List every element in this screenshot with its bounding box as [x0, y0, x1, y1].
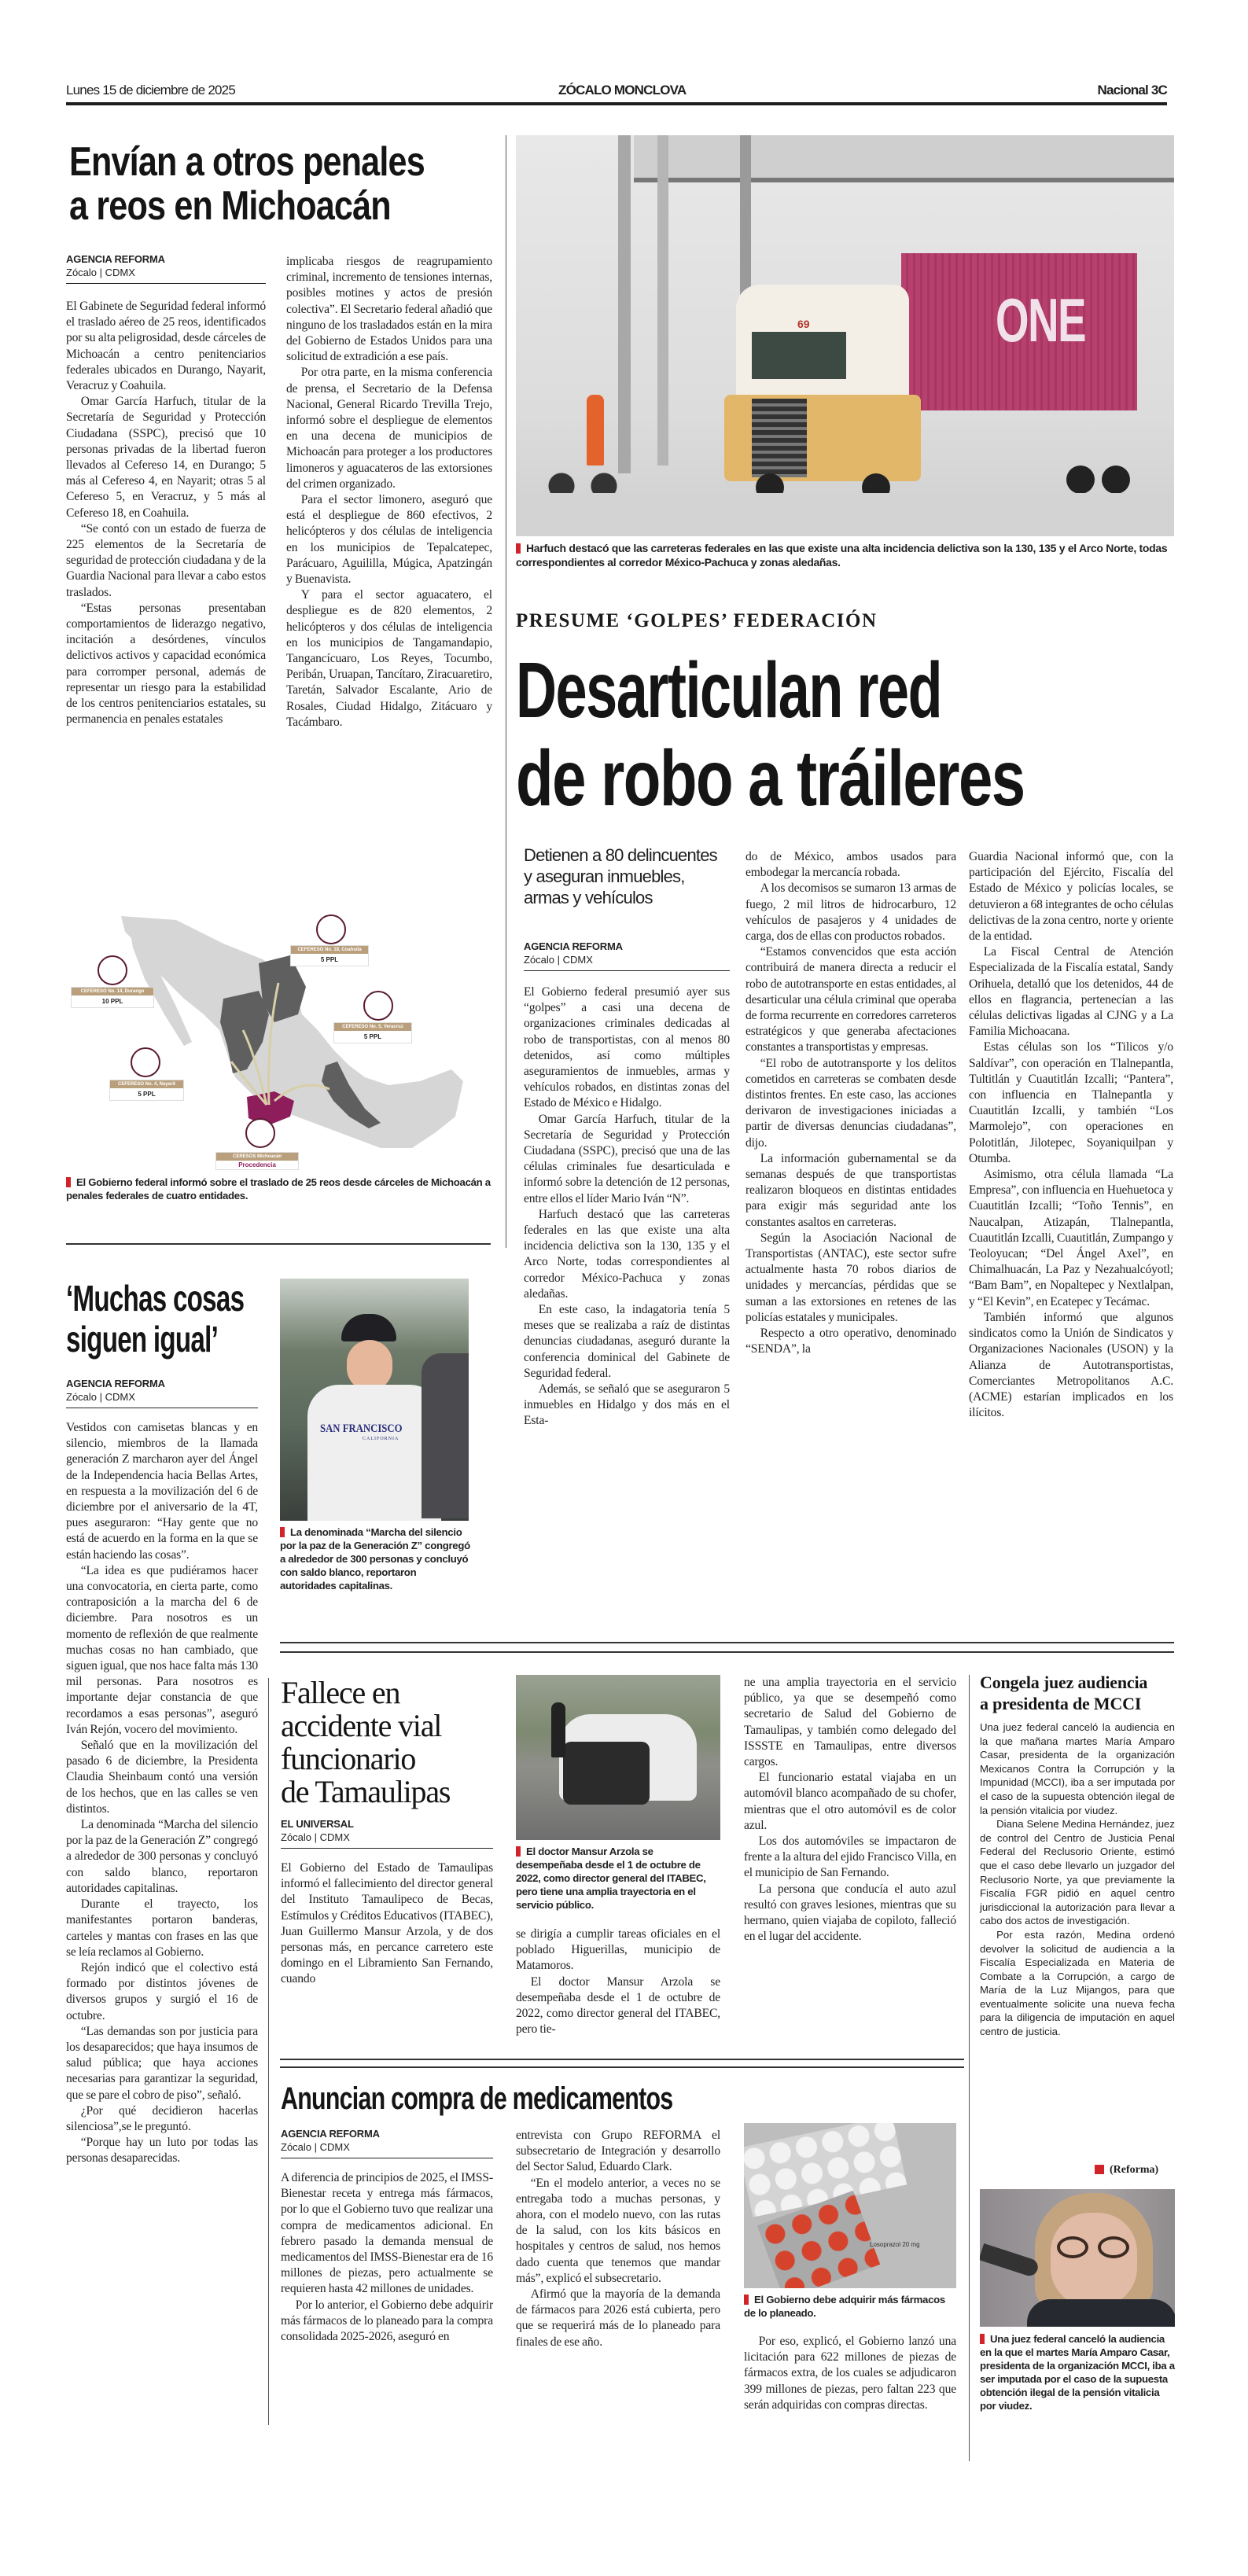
penales-col2: [286, 254, 492, 730]
muchas-place: Zócalo | CDMX: [66, 1391, 135, 1403]
section-divider: [280, 1651, 1174, 1653]
map-label-count: 5 PPL: [320, 956, 339, 963]
penales-place: Zócalo | CDMX: [66, 267, 135, 278]
photo-road: [516, 493, 1174, 536]
photo-microphone: [980, 2243, 1040, 2278]
pills-photo: [744, 2123, 956, 2288]
photo-truck-grille: [752, 399, 807, 477]
section-divider: [66, 1243, 491, 1245]
photo-face: [1051, 2213, 1137, 2307]
photo-pole: [657, 135, 668, 466]
map-label-veracruz: [333, 1022, 412, 1043]
column-divider: [969, 1675, 970, 2461]
fallece-headline-line1: Fallece en: [281, 1675, 400, 1710]
paragraph: entrevista con Grupo REFORMA el subsecretario de Integración y desarrollo del Sector Salud, Eduardo Clark.: [516, 2129, 720, 2174]
map-label-michoacan: [215, 1152, 299, 1170]
photo-officer: [587, 395, 604, 466]
paragraph: El Gobierno federal presumió ayer sus “golpes” a casi una decena de organizaciones criminales dedicadas al robo de transportistas, con al menos 80 detenidos, así como múltiples aseguramientos de inmuebles, armas y vehículos robados, en distintas zonas del Estado de México e Hidalgo.: [524, 985, 730, 1110]
paragraph: Una juez federal canceló la audiencia en la que mañana martes María Amparo Casar, presidenta de la organización Mexicanos Contra la Corrupción y la Impunidad (MCCI), iba a ser imputada por el caso de la supuesta obtención ilegal de la pensión vitalicia por viudez.: [980, 1721, 1175, 1816]
traileres-kicker: PRESUME ‘GOLPES’ FEDERACIÓN: [516, 610, 878, 631]
paragraph: Por lo anterior, el Gobierno debe adquirir más fármacos de lo planeado para la compra consolidada 2025-2026, aseguró en: [281, 2298, 493, 2344]
fallece-headline-line2: accidente vial: [281, 1708, 442, 1743]
paragraph: Por otra parte, en la misma conferencia de prensa, el Secretario de la Defensa Nacional, General Ricardo Trevilla Trejo, informó sobre el despliegue de elementos en una decena de municipios de Michoacán para proteger a los productores limoneros y aguacateros de las extorsiones del crimen organizado.: [286, 366, 492, 491]
masthead-rule: [66, 102, 1167, 105]
penales-headline-line2: a reos en Michoacán: [69, 183, 391, 229]
truck-photo: [516, 135, 1174, 536]
paragraph: “Las demandas son por justicia para los desaparecidos; que haya insumos de salud pública; que haya acciones necesarias para garantizar la seguridad, que se pare el cobro de piso”, señaló.: [66, 2024, 258, 2102]
photo-wheel: [1066, 466, 1095, 494]
medicamentos-headline-text: Anuncian compra de medicamentos: [281, 2081, 673, 2116]
photo-person-cap: [341, 1314, 396, 1341]
traileres-photo-caption-text: Harfuch destacó que las carreteras federales en las que existe una alta incidencia delictiva son la 130, 135 y el Arco Norte, todas correspondientes al corredor México-Pachuca y zonas aledañas.: [516, 542, 1168, 569]
map-label-name: CEFERESO No. 14, Durango: [72, 988, 153, 995]
paragraph: A diferencia de principios de 2025, el IMSS-Bienestar receta y entrega más fármacos, por lo que el Gobierno tuvo que realizar una compra de medicamentos adicional. En febrero pasado la demanda mensual de medicamentos del IMSS-Bienestar era de 16 millones de piezas, pero actualmente se requieren hasta 42 millones de unidades.: [281, 2171, 493, 2296]
caption-marker: [280, 1527, 285, 1537]
paragraph: Omar García Harfuch, titular de la Secretaría de Seguridad y Protección Ciudadana (SSPC), precisó que una de las células criminales fue desarticulada e informó sobre la detención de 12 personas, entre ellos el líder Mario Iván “N”.: [524, 1112, 730, 1205]
crash-photo: [516, 1675, 720, 1840]
section-divider: [280, 1642, 1174, 1643]
march-photo: [280, 1279, 469, 1521]
penales-caption: [66, 1176, 491, 1202]
photo-glasses: [1098, 2236, 1129, 2258]
paragraph: Y para el sector aguacatero, el despliegue es de 820 elementos, 2 helicópteros y dos células de inteligencia en los municipios de Tangamandapio, Tangancícuaro, Los Reyes, Tocumbo, Peribán, Uruapan, Tancítaro, Ziracuaretiro, Taretán, Salvador Escalante, Ario de Rosales, Ciudad Hidalgo, Zitácuaro y Tacámbaro.: [286, 588, 492, 729]
map-label-count: 10 PPL: [101, 998, 123, 1005]
traileres-col3: [969, 849, 1173, 1421]
fallece-byline: [281, 1818, 493, 1849]
paragraph: Señaló que en la movilización del pasado 6 de diciembre, la Presidenta Claudia Sheinbaum contó una versión de los hechos, que en las calles se ven distintos.: [66, 1739, 258, 1816]
caption-marker: [516, 543, 521, 554]
paragraph: “Porque hay un luto por todas las personas desaparecidas.: [66, 2136, 258, 2166]
traileres-headline-line2: de robo a tráileres: [516, 734, 1025, 822]
penales-agency: AGENCIA REFORMA: [66, 253, 165, 265]
map-label-count: 5 PPL: [363, 1033, 382, 1040]
congela-signature-text: (Reforma): [1110, 2164, 1159, 2176]
muchas-headline-line2: siguen igual’: [66, 1319, 219, 1360]
photo-container: [901, 253, 1137, 410]
paragraph: Según la Asociación Nacional de Transportistas (ANTAC), este sector sufre actualmente hasta 70 robos diarios de unidades y mercancías, pérdidas que se suman a las extorsiones en retenes de las policías estatales y municipales.: [745, 1231, 956, 1324]
prison-icon: [98, 955, 127, 985]
photo-car-damage: [563, 1742, 650, 1805]
photo-wheel: [1102, 466, 1130, 494]
paragraph: El doctor Mansur Arzola se desempeñaba desde el 1 de octubre de 2022, como director general del ITABEC, pero tie-: [516, 1974, 720, 2037]
muchas-headline-line1: ‘Muchas cosas: [66, 1278, 245, 1319]
traileres-photo-caption: [516, 541, 1176, 569]
paragraph: Estas células son los “Tilicos y/o Saldívar”, con operación en Tlalnepantla, Tultitlán y Cuautitlán Izcalli; “Pantera”, con influencia en Tlalnepantla y Cuautitlán Izcalli, y también “Los Marmolejo”, con operaciones en Polotitlán, Jilotepec, Soyaniquilpan y Otumba.: [969, 1040, 1173, 1165]
map-label-coahuila: [290, 945, 369, 966]
hoodie-subtext: CALIFORNIA: [363, 1437, 399, 1441]
fallece-caption: [516, 1845, 720, 1912]
paragraph: Diana Selene Medina Hernández, juez de control del Centro de Justicia Penal Federal del Reclusorio Oriente, estimó que el caso debe llevarlo un juzgador del Reclusorio Norte, ya que previamente la Fiscalía FGR pidió en aquel centro jurisdiccional la autorización para llevar a cabo dos actos de investigación.: [980, 1818, 1175, 1927]
muchas-caption: [280, 1525, 472, 1592]
map-label-name: CEFERESO No. 5, Veracruz: [334, 1023, 411, 1031]
penales-col1: [66, 299, 266, 727]
caption-marker: [66, 1177, 71, 1187]
medicamentos-headline: [281, 2081, 965, 2117]
masthead-section: Nacional 3C: [1097, 83, 1167, 98]
medicamentos-col1: [281, 2170, 493, 2345]
paragraph: Rejón indicó que el colectivo está formado por distintos jóvenes de diversos grupos y surgió el 16 de octubre.: [66, 1960, 258, 2022]
traileres-col1: [524, 984, 730, 1430]
paragraph: La persona que conducía el auto azul resultó con graves lesiones, mientras que su hermano, quien viajaba de copiloto, falleció en el lugar del accidente.: [744, 1882, 956, 1944]
medicamentos-col3: [744, 2334, 956, 2413]
paragraph: A los decomisos se sumaron 13 armas de fuego, 2 mil litros de hidrocarburo, 12 vehículos de pasajeros y 4 unidades de carga, dos de ellas con productos robados.: [745, 881, 956, 944]
hoodie-text: SAN FRANCISCO: [320, 1422, 403, 1435]
congela-body: [980, 1720, 1175, 2039]
traileres-place: Zócalo | CDMX: [524, 954, 593, 966]
paragraph: También informó que algunos sindicatos como la Unión de Sindicatos y Organizaciones Nacionales (USON) y la Alianza de Autotransportistas, Comerciantes Metropolitanos A.C. (ACME) estarían implicados en los ilícitos.: [969, 1310, 1173, 1420]
truck-number: 69: [797, 318, 810, 330]
paragraph: “El robo de autotransporte y los delitos cometidos en carreteras se combaten desde distintos frentes. En este caso, las acciones derivaron de investigaciones iniciadas a partir de diversas denuncias ciudadanas”, dijo.: [745, 1056, 956, 1150]
paragraph: Afirmó que la mayoría de la demanda de fármacos para 2026 está cubierta, pero que se requerirá más de lo planeado para finales de ese año.: [516, 2287, 720, 2349]
prison-icon: [131, 1047, 160, 1077]
section-divider: [280, 2059, 964, 2060]
paragraph: Los dos automóviles se impactaron de frente a la altura del ejido Francisco Villa, en el municipio de San Fernando.: [744, 1834, 956, 1880]
paragraph: Por esta razón, Medina ordenó devolver la solicitud de audiencia a la Fiscalía Especializada en Materia de Combate a la Corrupción, a cargo de María de la Luz Mijangos, para que eventualmente solicite una nueva fecha para la diligencia de imputación en aquel centro de justicia.: [980, 1928, 1175, 2038]
paragraph: El funcionario estatal viajaba en un automóvil blanco acompañado de su chofer, mientras que el otro automóvil es de color azul.: [744, 1771, 956, 1832]
masthead-paper: ZÓCALO MONCLOVA: [558, 83, 687, 98]
paragraph: “Estas personas presentaban comportamientos de liderazgo negativo, incitación a desórdenes, vínculos delictivos activos y capacidad económica para corromper personal, además de representar un riesgo para la estabilidad de los centros penitenciarios estatales, su permanencia en penales estatales: [66, 601, 266, 727]
congela-headline: [980, 1672, 1176, 1714]
signature-marker: [1095, 2165, 1104, 2174]
pill-box-label: Losoprazol 20 mg: [870, 2241, 920, 2248]
map-label-durango: [71, 987, 154, 1008]
byline-rule: [66, 283, 266, 284]
penales-caption-text: El Gobierno federal informó sobre el traslado de 25 reos desde cárceles de Michoacán a penales federales de cuatro entidades.: [66, 1176, 491, 1202]
masthead-date: Lunes 15 de diciembre de 2025: [66, 83, 235, 98]
medicamentos-col2: [516, 2128, 720, 2350]
mexico-transfer-map: [66, 912, 475, 1172]
map-label-name: CERESOS Michoacán: [216, 1153, 298, 1161]
photo-pole: [618, 135, 631, 473]
paragraph: ¿Por qué decidieron hacerlas silenciosa”,se le preguntó.: [66, 2103, 258, 2133]
muchas-headline: [66, 1278, 278, 1360]
photo-overpass: [634, 135, 1174, 182]
congela-headline-line1: Congela juez audiencia: [980, 1673, 1148, 1692]
paragraph: Además, se señaló que se aseguraron 5 inmuebles en Hidalgo y dos más en el Esta-: [524, 1382, 730, 1428]
paragraph: Vestidos con camisetas blancas y en silencio, miembros de la llamada generación Z marcharon ayer del Ángel de la Independencia hacia Bellas Artes, en respuesta a la movilización del 6 de diciembre por el aniversario de la 4T, pues aseguraron: “Hay gente que no está de acuerdo en la forma en la que se están haciendo las cosas”.: [66, 1421, 258, 1562]
medicamentos-agency: AGENCIA REFORMA: [281, 2128, 380, 2140]
caption-marker: [744, 2294, 749, 2305]
fallece-headline-line3: funcionario: [281, 1741, 416, 1776]
congela-signature: [1095, 2164, 1158, 2177]
prison-icon: [245, 1118, 275, 1148]
congela-headline-line2: a presidenta de MCCI: [980, 1694, 1142, 1713]
paragraph: El Gobierno del Estado de Tamaulipas informó el fallecimiento del director general del Instituto Tamaulipeco de Becas, Estímulos y Créditos Educativos (ITABEC), Juan Guillermo Mansur Arzola, y de dos personas más, en percance carretero este domingo en el Libramiento San Fernando, cuando: [281, 1861, 493, 1986]
paragraph: se dirigía a cumplir tareas oficiales en el poblado Higuerillas, municipio de Matamoros.: [516, 1927, 720, 1973]
paragraph: implicaba riesgos de reagrupamiento criminal, incremento de tensiones internas, posibles motines y actos de presión colectiva”. El Secretario federal añadió que ninguno de los trasladados están en la mira del Gobierno de Estados Unidos para una solicitud de extradición a ese país.: [286, 255, 492, 364]
paragraph: La denominada “Marcha del silencio por la paz de la Generación Z” congregó a alrededor de 300 personas y concluyó con saldo blanco, reportaron autoridades capitalinas.: [66, 1818, 258, 1895]
muchas-body: [66, 1420, 258, 2167]
paragraph: “Estamos convencidos que esta acción contribuirá de manera directa a reducir el robo de autotransporte en estas entidades, al desarticular una célula criminal que operaba de forma recurrente en corredores carreteros estratégicos y que generaba afectaciones constantes a transportistas y empresas.: [745, 945, 956, 1054]
muchas-caption-text: La denominada “Marcha del silencio por la paz de la Generación Z” congregó a alrededor de 300 personas y concluyó con saldo blanco, reportaron autoridades capitalinas.: [280, 1526, 470, 1592]
caption-marker: [980, 2334, 985, 2344]
fallece-col3: [744, 1675, 956, 1945]
paragraph: “En el modelo anterior, a veces no se entregaba todo a muchas personas, y ahora, con el modelo nuevo, con las rutas de la salud, con los kits básicos en hospitales y centros de salud, nos hemos dado cuenta que tenemos que mandar más”, explicó el subsecretario.: [516, 2176, 720, 2285]
map-label-count: 5 PPL: [138, 1091, 156, 1098]
paragraph: El Gabinete de Seguridad federal informó el traslado aéreo de 25 reos, identificados por su alta peligrosidad, desde cárceles de Michoacán a centro penitenciarios federales ubicados en Durango, Nayarit, Veracruz y Coahuila.: [66, 300, 266, 393]
byline-rule: [524, 970, 730, 971]
muchas-byline: [66, 1378, 258, 1408]
congela-caption: [980, 2332, 1175, 2412]
traileres-deck: Detienen a 80 delincuentes y aseguran inmuebles, armas y vehículos: [524, 845, 717, 907]
paragraph: Guardia Nacional informó que, con la participación del Ejército, Fiscalía del Estado de México y policías locales, se detuvieron a 68 integrantes de ocho células delictivas de la zona centro, norte y oriente de la entidad.: [969, 850, 1173, 944]
paragraph: La Fiscal Central de Atención Especializada de la Fiscalía estatal, Sandy Orihuela, detalló que los detenidos, 44 de ellos en flagrancia, pertenecían a las células delictivas ligadas al CJNG y a La Familia Michoacana.: [969, 945, 1173, 1039]
map-label-name: CEFERESO No. 18, Coahuila: [291, 946, 368, 954]
prison-icon: [363, 991, 393, 1021]
section-divider: [280, 2066, 964, 2068]
photo-truck-windshield: [752, 332, 846, 379]
paragraph: “Se contó con un estado de fuerza de 225 elementos de la Secretaría de seguridad de protección ciudadana y de la Guardia Nacional para llevar a cabo estos traslados.: [66, 521, 266, 599]
caption-marker: [516, 1846, 521, 1857]
penales-byline: [66, 253, 266, 284]
byline-rule: [281, 1848, 493, 1849]
traileres-agency: AGENCIA REFORMA: [524, 940, 623, 952]
map-label-count: Procedencia: [238, 1161, 276, 1168]
column-divider: [268, 1678, 269, 2425]
paragraph: Para el sector limonero, aseguró que está el despliegue de 860 efectivos, 2 helicópteros y dos células de inteligencia en los municipios de Tepalcatepec, Parácuaro, Aguililla, Múgica, Apatzingán y Buenavista.: [286, 493, 492, 587]
paragraph: Respecto a otro operativo, denominado “SENDA”, la: [745, 1327, 956, 1356]
medicamentos-caption: [744, 2293, 956, 2320]
paragraph: La información gubernamental se da semanas después de que transportistas realizaron bloqueos en distintas entidades para exigir más seguridad ante los constantes asaltos en carreteras.: [745, 1151, 956, 1229]
traileres-col2: [745, 849, 956, 1358]
traileres-headline: [516, 646, 1192, 822]
fallece-caption-text: El doctor Mansur Arzola se desempeñaba desde el 1 de octubre de 2022, como director general del ITABEC, pero tiene una amplia trayectoria en el servicio público.: [516, 1846, 706, 1911]
traileres-byline: [524, 940, 730, 971]
photo-person-face: [347, 1340, 392, 1391]
paragraph: Durante el trayecto, los manifestantes portaron banderas, carteles y mantas con frases en las que se leía reclamos al Gobierno.: [66, 1897, 258, 1959]
paragraph: Harfuch destacó que las carreteras federales en las que existe una alta incidencia delictiva son la 130, 135 y el Arco Norte, todas correspondientes al corredor México-Pachuca y zonas aledañas.: [524, 1207, 730, 1301]
map-label-nayarit: [109, 1080, 184, 1101]
paragraph: En este caso, la indagatoria tenía 5 meses que se realizaba a raíz de distintas denuncias ciudadanas, aseguró durante la conferencia dominical del Gabinete de Seguridad federal.: [524, 1303, 730, 1380]
casar-photo: [980, 2189, 1175, 2327]
photo-officer: [551, 1702, 565, 1757]
paragraph: Por eso, explicó, el Gobierno lanzó una licitación para 622 millones de piezas de fármacos extra, de los cuales se adjudicaron 399 millones de piezas, pero faltan 223 que serán adquiridas con compras directas.: [744, 2335, 956, 2412]
medicamentos-byline: [281, 2128, 493, 2158]
paragraph: ne una amplia trayectoria en el servicio público, ya que se desempeñó como secretario de Salud del Gobierno de Tamaulipas, y también como delegado del ISSSTE en Tamaulipas, entre diversos cargos.: [744, 1676, 956, 1769]
photo-bystander: [422, 1353, 469, 1518]
prison-icon: [316, 914, 346, 944]
medicamentos-place: Zócalo | CDMX: [281, 2141, 350, 2153]
paragraph: Omar García Harfuch, titular de la Secretaría de Seguridad y Protección Ciudadana (SSPC), precisó que 10 personas privadas de la libertad fueron llevados al Cefereso 14, en Durango; 5 más al Cefereso 4, en Nayarit; otras 5 al Cefereso 5, en Veracruz, y 5 más al Cefereso 18, en Coahuila.: [66, 395, 266, 520]
muchas-agency: AGENCIA REFORMA: [66, 1378, 165, 1389]
penales-headline-line1: Envían a otros penales: [69, 139, 425, 185]
fallece-agency: EL UNIVERSAL: [281, 1818, 354, 1830]
congela-caption-text: Una juez federal canceló la audiencia en la que el martes María Amparo Casar, presidenta de la organización MCCI, iba a ser imputada por el caso de la supuesta obtención ilegal de la pensión vitalicia por viudez.: [980, 2333, 1175, 2412]
masthead: [66, 79, 1167, 102]
map-label-name: CEFERESO No. 4, Nayarit: [110, 1080, 183, 1088]
paragraph: “La idea es que pudiéramos hacer una convocatoria, en cierta parte, como contraposición a la marcha del 6 de diciembre. Para nosotros es un momento de reflexión de que realmente muchas cosas no han cambiado, que siguen igual, que nos hace falta más 130 mil personas. Para nosotros es importante dejar constancia de que recordamos a esas personas”, aseguró Iván Rejón, vocero del movimiento.: [66, 1563, 258, 1736]
fallece-headline-line4: de Tamaulipas: [281, 1774, 451, 1809]
fallece-col1: [281, 1860, 493, 1988]
penales-headline: [69, 140, 494, 228]
fallece-col2: [516, 1926, 720, 2037]
paragraph: do de México, ambos usados para embodegar la mercancía robada.: [745, 850, 956, 880]
photo-motorcycle: [547, 442, 618, 497]
photo-glasses: [1057, 2236, 1088, 2258]
paragraph: Asimismo, otra célula llamada “La Empresa”, con influencia en Huehuetoca y Cuautitlán Izcalli; “Toño Tennis”, en Naucalpan, Atizapán, Tlalnepantla, Cuautitlán Izcalli, Cuautitlán, Zumpango y Teoloyucan; “Del Ángel Axel”, en Chimalhuacán, La Paz y Nezahualcóyotl; “Bam Bam”, en Nopaltepec y Nextlalpan, y “El Kevin”, en Ecatepec y Tecámac.: [969, 1168, 1173, 1308]
fallece-headline: [281, 1676, 501, 1809]
medicamentos-caption-text: El Gobierno debe adquirir más fármacos de lo planeado.: [744, 2294, 945, 2319]
photo-shirt: [1027, 2299, 1175, 2327]
traileres-headline-line1: Desarticulan red: [516, 646, 942, 734]
container-logo: ONE: [996, 285, 1086, 355]
fallece-place: Zócalo | CDMX: [281, 1831, 350, 1843]
